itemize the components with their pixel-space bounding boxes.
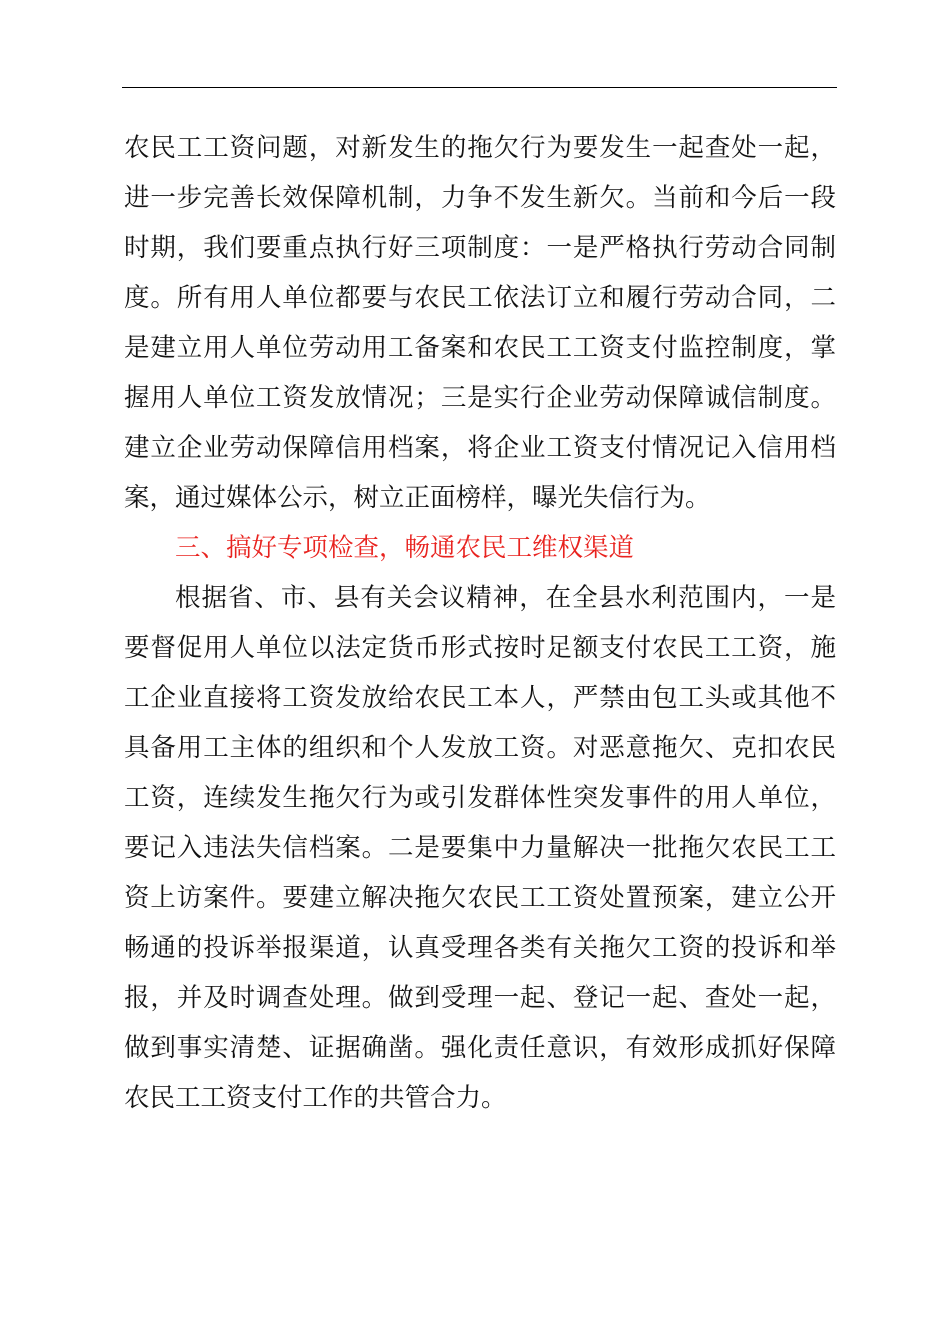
- text-line: 要记入违法失信档案。二是要集中力量解决一批拖欠农民工工: [124, 833, 836, 863]
- paragraph-2: [124, 573, 836, 1123]
- paragraph-1: [124, 123, 836, 523]
- header-rule: [122, 87, 837, 88]
- text-line: 报，并及时调查处理。做到受理一起、登记一起、查处一起，: [124, 983, 836, 1013]
- text-line: 农民工工资问题，对新发生的拖欠行为要发生一起查处一起，: [124, 133, 836, 163]
- text-line: 做到事实清楚、证据确凿。强化责任意识，有效形成抓好保障: [124, 1033, 836, 1063]
- section-heading: 三、搞好专项检查，畅通农民工维权渠道: [175, 533, 635, 563]
- text-line: 工资，连续发生拖欠行为或引发群体性突发事件的用人单位，: [124, 783, 836, 813]
- text-line: 度。所有用人单位都要与农民工依法订立和履行劳动合同，二: [124, 283, 836, 313]
- text-line: 握用人单位工资发放情况；三是实行企业劳动保障诚信制度。: [124, 383, 836, 413]
- text-line: 资上访案件。要建立解决拖欠农民工工资处置预案，建立公开: [124, 883, 836, 913]
- text-line: 畅通的投诉举报渠道，认真受理各类有关拖欠工资的投诉和举: [124, 933, 836, 963]
- text-line: 是建立用人单位劳动用工备案和农民工工资支付监控制度，掌: [124, 333, 836, 363]
- text-line: 时期，我们要重点执行好三项制度：一是严格执行劳动合同制: [124, 233, 836, 263]
- text-line: 进一步完善长效保障机制，力争不发生新欠。当前和今后一段: [124, 183, 836, 213]
- text-line: 具备用工主体的组织和个人发放工资。对恶意拖欠、克扣农民: [124, 733, 836, 763]
- text-line: 要督促用人单位以法定货币形式按时足额支付农民工工资，施: [124, 633, 836, 663]
- text-line: 案，通过媒体公示，树立正面榜样，曝光失信行为。: [124, 483, 711, 513]
- text-line: 建立企业劳动保障信用档案，将企业工资支付情况记入信用档: [124, 433, 836, 463]
- text-line: 根据省、市、县有关会议精神，在全县水利范围内，一是: [175, 583, 836, 613]
- document-body: [124, 123, 836, 1123]
- text-line: 农民工工资支付工作的共管合力。: [124, 1083, 507, 1113]
- text-line: 工企业直接将工资发放给农民工本人，严禁由包工头或其他不: [124, 683, 836, 713]
